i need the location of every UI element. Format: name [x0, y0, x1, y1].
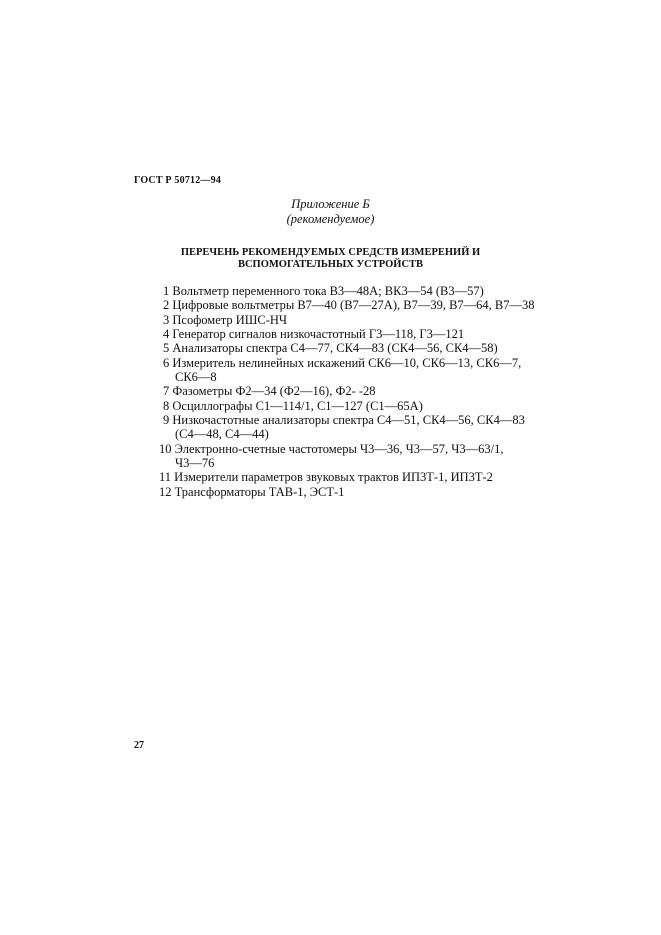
item-number: 1 [163, 284, 170, 298]
item-text: Измерители параметров звуковых трактов ИП3Т-1, ИП3Т-2 [174, 470, 493, 485]
list-item-line [163, 327, 535, 341]
item-text: Низкочастотные анализаторы спектра С4—51, СК4—56, СК4—83 [172, 413, 525, 428]
item-text: Фазометры Ф2—34 (Ф2—16), Ф2- -28 [172, 384, 376, 399]
list-item [159, 484, 535, 499]
item-number: 6 [163, 355, 170, 370]
list-item-line [159, 442, 535, 456]
heading-line: ВСПОМОГАТЕЛЬНЫХ УСТРОЙСТВ [237, 259, 424, 270]
list-item [163, 413, 535, 442]
list-item-continuation [163, 456, 535, 470]
list-item-line [163, 313, 535, 327]
item-text: Генератор сигналов низкочастотный Г3—118, Г3—121 [172, 327, 465, 342]
section-heading [0, 247, 661, 271]
list-item [163, 313, 535, 327]
item-number: 5 [163, 341, 170, 356]
list-item-continuation [163, 370, 535, 384]
page-number: 27 [134, 740, 144, 751]
list-item [163, 399, 535, 413]
list-item-line [159, 470, 535, 484]
heading-line: ПЕРЕЧЕНЬ РЕКОМЕНДУЕМЫХ СРЕДСТВ ИЗМЕРЕНИЙ И [180, 247, 481, 258]
equipment-list [159, 284, 535, 499]
list-item-line [163, 341, 535, 355]
item-number: 7 [163, 384, 170, 399]
item-text: Измеритель нелинейных искажений СК6—10, СК6—13, СК6—7, [172, 355, 522, 370]
item-number: 8 [163, 398, 170, 413]
item-text: Анализаторы спектра С4—77, СК4—83 (СК4—56, СК4—58) [172, 341, 498, 356]
list-item-line [163, 356, 535, 370]
appendix-title: Приложение Б [291, 197, 370, 211]
list-item-line [163, 413, 535, 427]
list-item-line [163, 298, 535, 312]
list-item [163, 327, 535, 341]
item-number: 10 [159, 441, 172, 456]
item-text: Трансформаторы ТАВ-1, ЭСТ-1 [174, 484, 345, 499]
item-text: Электронно-счетные частотомеры Ч3—36, Ч3—57, Ч3—63/1, [174, 441, 504, 456]
document-header: ГОСТ Р 50712—94 [134, 175, 222, 186]
item-text: СК6—8 [175, 370, 217, 385]
item-text: Осциллографы С1—114/1, С1—127 (С1—65А) [172, 398, 423, 413]
list-item [159, 470, 535, 485]
item-text: Цифровые вольтметры В7—40 (В7—27А), В7—39, В7—64, В7—38 [172, 298, 535, 313]
list-item [163, 356, 535, 385]
item-number: 11 [159, 470, 172, 485]
list-item [163, 284, 535, 298]
list-item [163, 298, 535, 312]
item-text: (С4—48, С4—44) [175, 427, 269, 442]
list-item [163, 341, 535, 355]
list-item-continuation [163, 427, 535, 441]
item-number: 2 [163, 298, 170, 313]
item-text: Псофометр ИШС-НЧ [172, 312, 288, 327]
item-number: 4 [163, 327, 170, 342]
list-item-line [163, 384, 535, 398]
item-number: 3 [163, 312, 170, 327]
appendix-subtitle: (рекомендуемое) [286, 212, 375, 226]
list-item-line [163, 284, 535, 298]
list-item [159, 441, 535, 471]
list-item [163, 384, 535, 398]
list-item-line [163, 399, 535, 413]
item-text: Ч3—76 [175, 456, 215, 471]
item-number: 9 [163, 413, 170, 428]
item-number: 12 [159, 484, 172, 499]
item-text: Вольтметр переменного тока В3—48А; ВК3—54 (В3—57) [172, 284, 484, 298]
list-item-line [159, 485, 535, 499]
